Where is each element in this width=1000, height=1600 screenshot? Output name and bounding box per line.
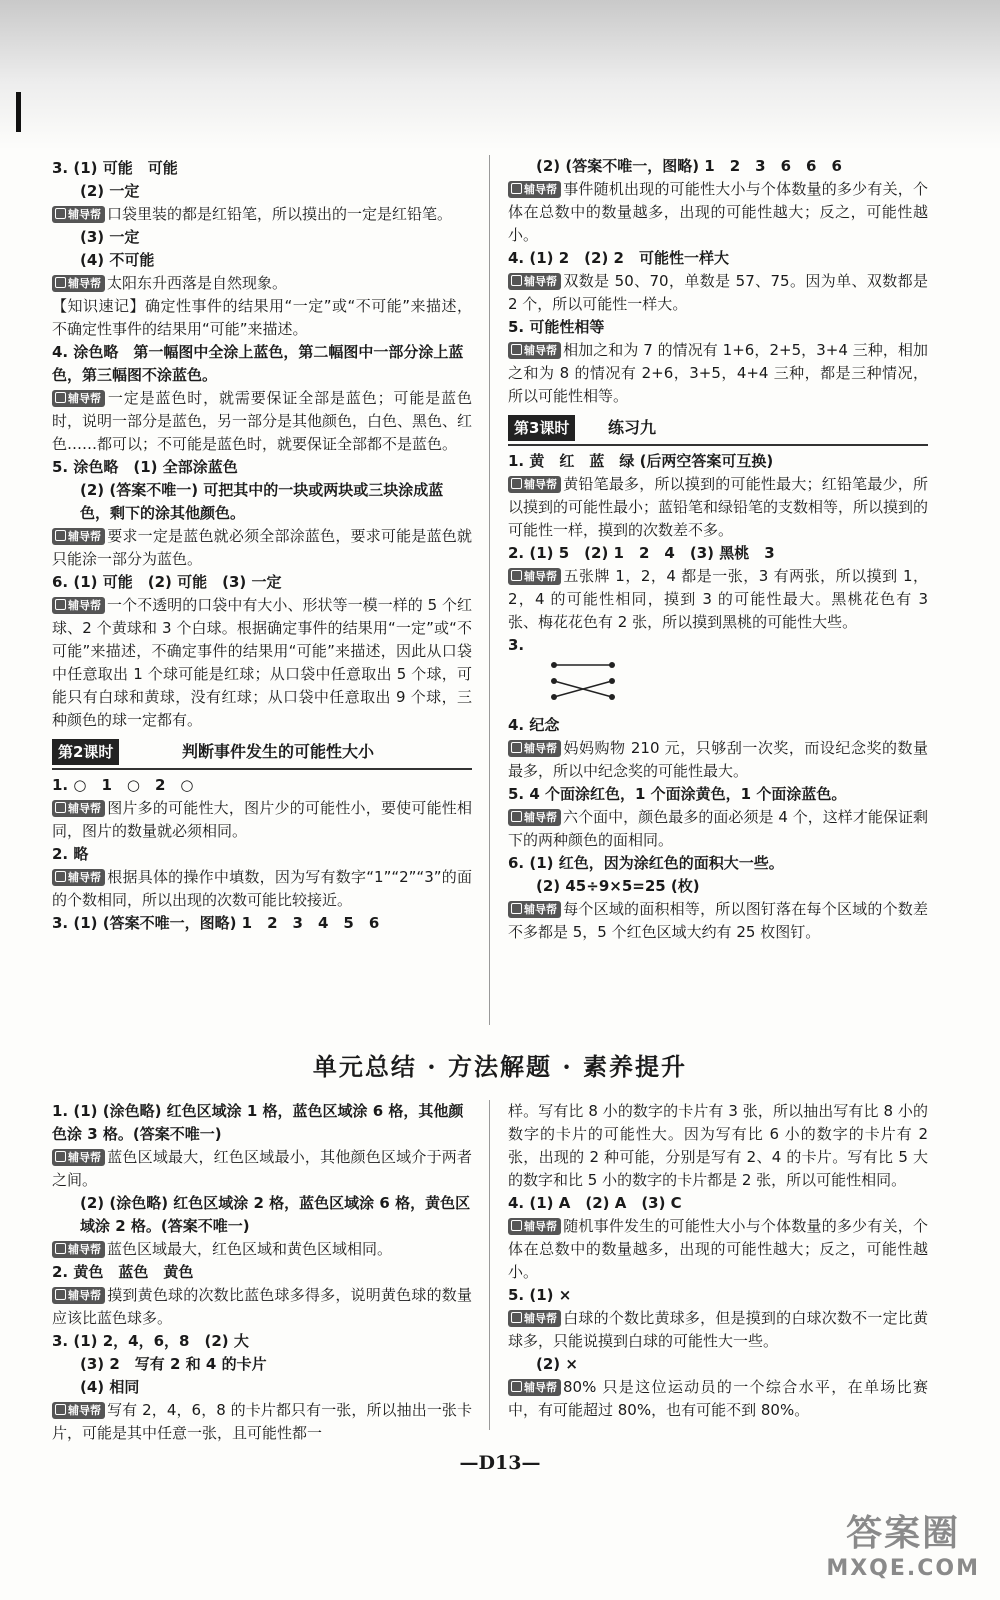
answer-line: 4. 纪念 — [508, 716, 560, 734]
helper-badge: 辅导帮 — [52, 869, 105, 886]
right-column — [508, 155, 928, 944]
explanation: 辅导帮 太阳东升西落是自然现象。 — [52, 272, 472, 295]
explanation: 辅导帮 口袋里装的都是红铅笔，所以摸出的一定是红铅笔。 — [52, 203, 472, 226]
book-icon — [55, 802, 66, 813]
matching-lines-diagram — [548, 659, 618, 705]
answer-line: 2. 略 — [52, 845, 89, 863]
answer-line: 5. 可能性相等 — [508, 318, 605, 336]
answer-line: (2) (答案不唯一，图略) 1 2 3 6 6 6 — [536, 157, 842, 175]
answer-line: (2) 45÷9×5=25 (枚) — [536, 877, 700, 895]
answer-line: (2) × — [536, 1355, 578, 1373]
answer-line: (4) 相同 — [80, 1378, 140, 1396]
book-icon — [511, 1312, 522, 1323]
explanation: 辅导帮 一定是蓝色时，就需要保证全部是蓝色；可能是蓝色时，说明一部分是蓝色，另一部分是其他颜色，白色、黑色、红色……都可以；不可能是蓝色时，就要保证全部都不是蓝色。 — [52, 389, 473, 453]
book-icon — [511, 478, 522, 489]
book-icon — [55, 1151, 66, 1162]
answer-line: 1. ○ 1 ○ 2 ○ — [52, 776, 194, 794]
helper-badge: 辅导帮 — [508, 1218, 561, 1235]
column-divider — [489, 1100, 490, 1430]
explanation: 辅导帮 一个不透明的口袋中有大小、形状等一模一样的 5 个红球、2 个黄球和 3 个白球。根据确定事件的结果用“一定”或“不可能”来描述，不确定事件的结果用“可能”来描述，因此从口袋中任意取出 1 个球可能是红球；从口袋中任意取出 5 个球，可能只有白球和黄球，没有红球；从口袋中任意取出 9 个球，三种颜色的球一定都有。 — [52, 596, 472, 729]
answer-line: 1. (1) (涂色略) 红色区域涂 1 格，蓝色区域涂 6 格，其他颜色涂 3 格。(答案不唯一) — [52, 1102, 464, 1143]
explanation: 辅导帮 图片多的可能性大，图片少的可能性小，要使可能性相同，图片的数量就必须相同。 — [52, 799, 472, 840]
helper-badge: 辅导帮 — [508, 740, 561, 757]
summary-left-column — [52, 1100, 472, 1445]
helper-badge: 辅导帮 — [508, 809, 561, 826]
summary-right-column — [508, 1100, 928, 1422]
page-number: —D13— — [459, 1452, 541, 1474]
helper-badge: 辅导帮 — [52, 206, 105, 223]
helper-badge: 辅导帮 — [508, 273, 561, 290]
section-title: 单元总结 · 方法解题 · 素养提升 — [312, 1052, 688, 1081]
lesson-mark: 第2课时 — [52, 739, 119, 765]
book-icon — [55, 1404, 66, 1415]
answer-line: (2) (涂色略) 红色区域涂 2 格，蓝色区域涂 6 格，黄色区域涂 2 格。(答案不唯一) — [80, 1194, 471, 1235]
book-icon — [511, 344, 522, 355]
helper-badge: 辅导帮 — [52, 528, 105, 545]
helper-badge: 辅导帮 — [52, 800, 105, 817]
explanation: 辅导帮 要求一定是蓝色就必须全部涂蓝色，要求可能是蓝色就只能涂一部分为蓝色。 — [52, 527, 472, 568]
helper-badge: 辅导帮 — [52, 1287, 105, 1304]
watermark-url: MXQE.COM — [826, 1556, 980, 1581]
book-icon — [511, 570, 522, 581]
helper-badge: 辅导帮 — [52, 1149, 105, 1166]
book-icon — [511, 811, 522, 822]
answer-line: 3. (1) 2，4，6，8 (2) 大 — [52, 1332, 249, 1350]
explanation: 辅导帮 蓝色区域最大，红色区域和黄色区域相同。 — [52, 1238, 472, 1261]
explanation: 辅导帮 80% 只是这位运动员的一个综合水平，在单场比赛中，有可能超过 80%，也有可能不到 80%。 — [508, 1378, 928, 1419]
answer-line: 3. (1) (答案不唯一，图略) 1 2 3 4 5 6 — [52, 914, 380, 932]
lesson-mark: 第3课时 — [508, 415, 575, 441]
helper-badge: 辅导帮 — [508, 181, 561, 198]
knowledge-tip: 【知识速记】确定性事件的结果用“一定”或“不可能”来描述，不确定性事件的结果用“可能”来描述。 — [52, 297, 472, 338]
scan-edge-mark — [16, 92, 21, 132]
explanation: 辅导帮 蓝色区域最大，红色区域最小，其他颜色区域介于两者之间。 — [52, 1148, 472, 1189]
book-icon — [511, 1220, 522, 1231]
book-icon — [511, 275, 522, 286]
helper-badge: 辅导帮 — [52, 275, 105, 292]
explanation: 辅导帮 相加之和为 7 的情况有 1+6，2+5，3+4 三种，相加之和为 8 的情况有 2+6，3+5，4+4 三种，都是三种情况，所以可能性相等。 — [508, 341, 928, 405]
lesson-header — [508, 414, 928, 446]
explanation: 辅导帮 双数是 50、70，单数是 57、75。因为单、双数都是 2 个，所以可能性一样大。 — [508, 272, 928, 313]
left-column — [52, 157, 472, 935]
book-icon — [55, 1289, 66, 1300]
answer-line: (2) (答案不唯一) 可把其中的一块或两块或三块涂成蓝色，剩下的涂其他颜色。 — [80, 481, 444, 522]
scan-shadow — [0, 0, 1000, 150]
answer-line: 3. — [508, 636, 525, 654]
explanation: 辅导帮 妈妈购物 210 元，只够刮一次奖，而设纪念奖的数量最多，所以中纪念奖的可能性最大。 — [508, 739, 928, 780]
helper-badge: 辅导帮 — [52, 597, 105, 614]
explanation: 辅导帮 六个面中，颜色最多的面必须是 4 个，这样才能保证剩下的两种颜色的面相同。 — [508, 808, 928, 849]
answer-line: 4. (1) A (2) A (3) C — [508, 1194, 682, 1212]
helper-badge: 辅导帮 — [508, 342, 561, 359]
answer-line: 4. 涂色略 第一幅图中全涂上蓝色，第二幅图中一部分涂上蓝色，第三幅图不涂蓝色。 — [52, 343, 464, 384]
explanation: 辅导帮 随机事件发生的可能性大小与个体数量的多少有关，个体在总数中的数量越多，出现的可能性越大；反之，可能性越小。 — [508, 1217, 928, 1281]
book-icon — [55, 530, 66, 541]
answer-line: 5. 4 个面涂红色，1 个面涂黄色，1 个面涂蓝色。 — [508, 785, 847, 803]
answer-line: 2. (1) 5 (2) 1 2 4 (3) 黑桃 3 — [508, 544, 775, 562]
explanation: 辅导帮 白球的个数比黄球多，但是摸到的白球次数不一定比黄球多，只能说摸到白球的可能性大一些。 — [508, 1309, 928, 1350]
answer-line: (3) 一定 — [80, 228, 140, 246]
book-icon — [55, 599, 66, 610]
explanation: 辅导帮 五张牌 1，2，4 都是一张，3 有两张，所以摸到 1，2，4 的可能性相同，摸到 3 的可能性最大。黑桃花色有 3 张、梅花花色有 2 张，所以摸到黑桃的可能性大些。 — [508, 567, 928, 631]
helper-badge: 辅导帮 — [52, 390, 105, 407]
book-icon — [511, 1381, 522, 1392]
helper-badge: 辅导帮 — [508, 1379, 561, 1396]
helper-badge: 辅导帮 — [508, 568, 561, 585]
explanation: 辅导帮 根据具体的操作中填数，因为写有数字“1”“2”“3”的面的个数相同，所以出现的次数可能比较接近。 — [52, 868, 472, 909]
explanation: 辅导帮 摸到黄色球的次数比蓝色球多得多，说明黄色球的数量应该比蓝色球多。 — [52, 1286, 472, 1327]
lesson-title: 练习九 — [608, 418, 657, 437]
book-icon — [511, 742, 522, 753]
answer-line: (4) 不可能 — [80, 251, 155, 269]
book-icon — [511, 903, 522, 914]
answer-line: 5. (1) × — [508, 1286, 572, 1304]
book-icon — [55, 871, 66, 882]
answer-line: 5. 涂色略 (1) 全部涂蓝色 — [52, 458, 238, 476]
explanation: 辅导帮 每个区域的面积相等，所以图钉落在每个区域的个数差不多都是 5，5 个红色区域大约有 25 枚图钉。 — [508, 900, 928, 941]
helper-badge: 辅导帮 — [508, 901, 561, 918]
book-icon — [55, 392, 66, 403]
answer-line: 6. (1) 可能 (2) 可能 (3) 一定 — [52, 573, 282, 591]
explanation-continued: 样。写有比 8 小的数字的卡片有 3 张，所以抽出写有比 8 小的数字的卡片的可能性大。因为写有比 6 小的数字的卡片有 2 张，出现的 2 种可能，分别是写有 2、4 的卡片。写有比 5 大的数字和比 5 小的数字的卡片都是 2 张，所以可能性相同。 — [508, 1102, 928, 1189]
answer-line: 6. (1) 红色，因为涂红色的面积大一些。 — [508, 854, 784, 872]
lesson-title: 判断事件发生的可能性大小 — [182, 742, 375, 761]
explanation: 辅导帮 黄铅笔最多，所以摸到的可能性最大；红铅笔最少，所以摸到的可能性最小；蓝铅笔和绿铅笔的支数相等，所以摸到的可能性一样，摸到的次数差不多。 — [508, 475, 929, 539]
answer-line: 2. 黄色 蓝色 黄色 — [52, 1263, 194, 1281]
answer-line: (2) 一定 — [80, 182, 140, 200]
watermark-logo — [826, 1512, 980, 1582]
lesson-header — [52, 738, 472, 770]
answer-line: 4. (1) 2 (2) 2 可能性一样大 — [508, 249, 729, 267]
helper-badge: 辅导帮 — [52, 1402, 105, 1419]
explanation: 辅导帮 事件随机出现的可能性大小与个体数量的多少有关，个体在总数中的数量越多，出现的可能性越大；反之，可能性越小。 — [508, 180, 928, 244]
book-icon — [55, 208, 66, 219]
helper-badge: 辅导帮 — [52, 1241, 105, 1258]
book-icon — [55, 277, 66, 288]
book-icon — [55, 1243, 66, 1254]
answer-line: 3. (1) 可能 可能 — [52, 159, 178, 177]
column-divider — [489, 155, 490, 1025]
answer-line: 1. 黄 红 蓝 绿 (后两空答案可互换) — [508, 452, 774, 470]
explanation: 辅导帮 写有 2，4，6，8 的卡片都只有一张，所以抽出一张卡片，可能是其中任意一张，且可能性都一 — [52, 1401, 472, 1442]
book-icon — [511, 183, 522, 194]
helper-badge: 辅导帮 — [508, 476, 561, 493]
answer-line: (3) 2 写有 2 和 4 的卡片 — [80, 1355, 267, 1373]
helper-badge: 辅导帮 — [508, 1310, 561, 1327]
watermark-text: 答案圈 — [846, 1513, 961, 1554]
